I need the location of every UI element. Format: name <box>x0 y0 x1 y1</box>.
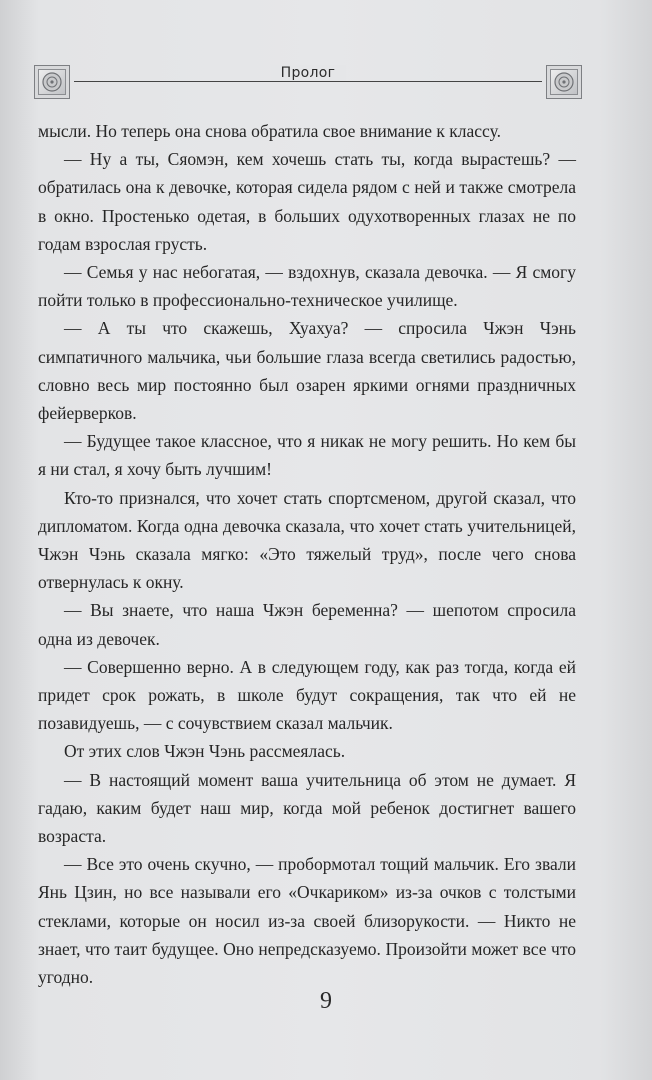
paragraph: — А ты что скажешь, Хуахуа? — спросила Чжэн Чэнь симпатичного мальчика, чьи большие глаза всегда светились радостью, словно весь мир постоянно был озарен яркими огнями праздничных фейерверков. <box>38 318 576 424</box>
running-header <box>34 62 582 98</box>
page-number: 9 <box>320 988 332 1014</box>
paragraph: От этих слов Чжэн Чэнь рассмеялась. <box>64 741 346 762</box>
paragraph: мысли. Но теперь она снова обратила свое внимание к классу. <box>38 121 501 141</box>
header-rule <box>74 81 542 82</box>
ornament-emblem-icon <box>34 65 70 99</box>
paragraph: — Все это очень скучно, — пробормотал тощий мальчик. Его звали Янь Цзин, но все называли его «Очкариком» из-за очков с толстыми стеклами, которые он носил из-за своей близорукости. — Никто не знает, что таит будущее. Оно непредсказуемо. Произойти может все что угодно. <box>38 854 576 988</box>
chapter-title: Пролог <box>271 65 346 81</box>
paragraph: — Будущее такое классное, что я никак не могу решить. Но кем бы я ни стал, я хочу быть лучшим! <box>38 431 576 480</box>
paragraph: — В настоящий момент ваша учительница об этом не думает. Я гадаю, каким будет наш мир, когда мой ребенок достигнет вашего возраста. <box>38 769 576 847</box>
paragraph: — Ну а ты, Сяомэн, кем хочешь стать ты, когда вырастешь? — обратилась она к девочке, которая сидела рядом с ней и также смотрела в окно. Простенько одетая, в больших одухотворенных глазах не по годам взрослая грусть. <box>38 149 576 254</box>
paragraph: — Семья у нас небогатая, — вздохнув, сказала девочка. — Я смогу пойти только в профессионально-техническое училище. <box>38 262 576 311</box>
paragraph: Кто-то признался, что хочет стать спортсменом, другой сказал, что дипломатом. Когда одна девочка сказала, что хочет стать учительницей, Чжэн Чэнь сказала мягко: «Это тяжелый труд», после чего снова отвернулась к окну. <box>38 487 576 593</box>
ornament-emblem-icon <box>546 65 582 99</box>
paragraph: — Совершенно верно. А в следующем году, как раз тогда, когда ей придет срок рожать, в школе будут сокращения, так что ей не позавидуешь, — с сочувствием сказал мальчик. <box>38 656 576 734</box>
body-text <box>38 117 576 991</box>
paragraph: — Вы знаете, что наша Чжэн беременна? — шепотом спросила одна из девочек. <box>38 600 576 649</box>
